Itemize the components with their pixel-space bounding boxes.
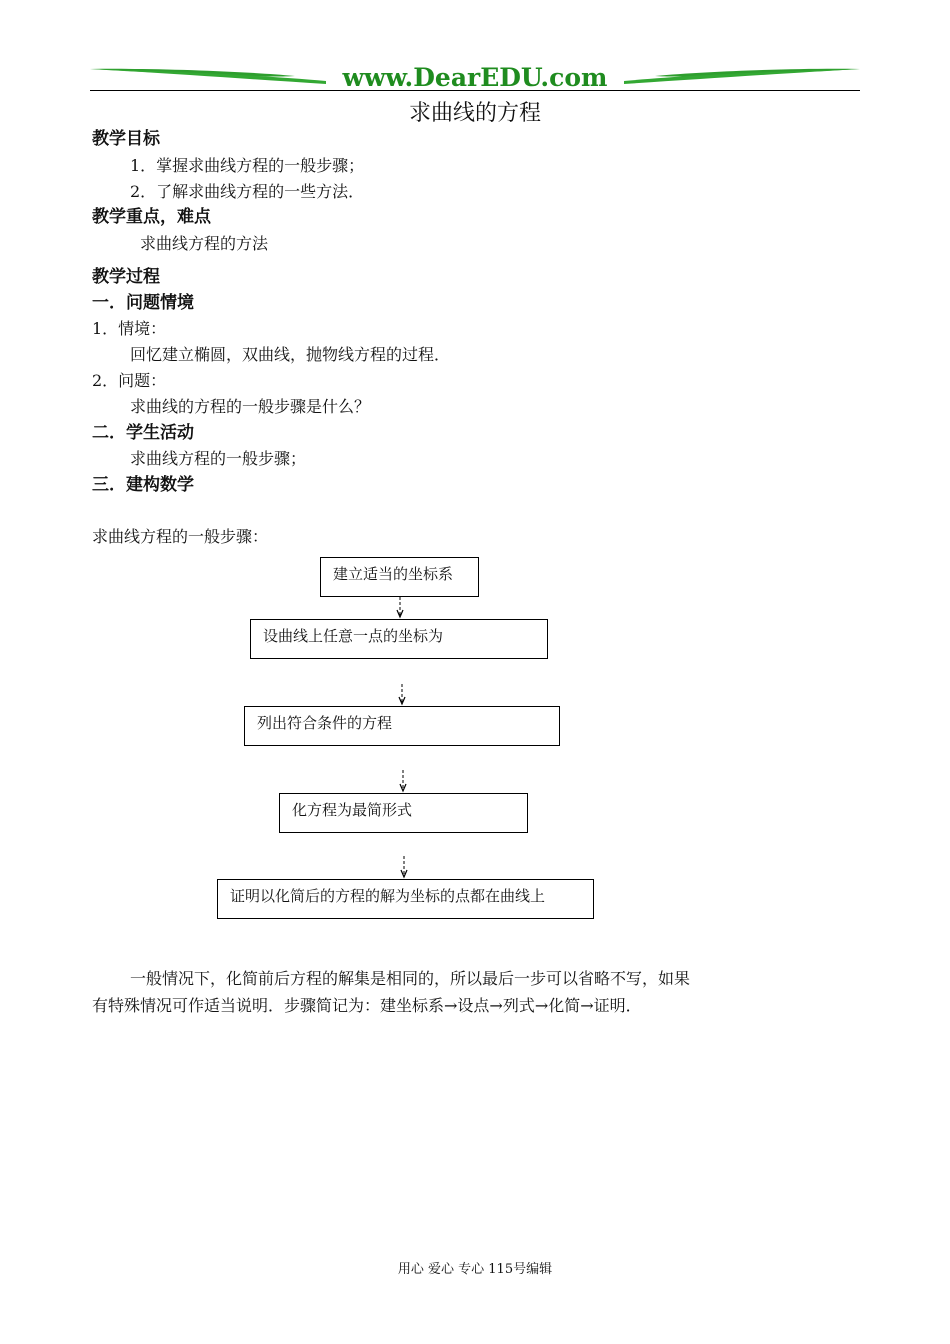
goal-item-2: 2．了解求曲线方程的一些方法． xyxy=(130,182,365,201)
flow-step-1: 建立适当的坐标系 xyxy=(320,557,479,597)
focus-text: 求曲线方程的方法 xyxy=(140,234,269,253)
goals-heading: 教学目标 xyxy=(92,129,160,149)
item-2-text: 求曲线的方程的一般步骤是什么？ xyxy=(130,397,371,416)
focus-heading: 教学重点，难点 xyxy=(92,207,211,227)
flow-step-5: 证明以化简后的方程的解为坐标的点都在曲线上 xyxy=(217,879,594,919)
flow-step-3: 列出符合条件的方程 xyxy=(244,706,560,746)
item-1-label: 1．情境： xyxy=(92,319,167,338)
summary-line-2: 有特殊情况可作适当说明．步骤简记为：建坐标系→设点→列式→化简→证明． xyxy=(92,996,642,1015)
flow-step-2: 设曲线上任意一点的坐标为 xyxy=(250,619,548,659)
document-title: 求曲线的方程 xyxy=(408,101,541,126)
site-logo-text: www.DearEDU.com xyxy=(342,63,608,92)
section-1-heading: 一．问题情境 xyxy=(92,293,194,313)
process-heading: 教学过程 xyxy=(92,267,160,287)
goal-item-1: 1．掌握求曲线方程的一般步骤； xyxy=(130,156,365,175)
item-2-label: 2．问题： xyxy=(92,371,167,390)
summary-line-1: 一般情况下，化简前后方程的解集是相同的，所以最后一步可以省略不写，如果 xyxy=(130,969,691,988)
steps-intro: 求曲线方程的一般步骤： xyxy=(92,527,269,546)
flow-step-4: 化方程为最简形式 xyxy=(279,793,528,833)
section-3-heading: 三．建构数学 xyxy=(92,475,194,495)
page-footer: 用心 爱心 专心 115号编辑 xyxy=(397,1262,553,1277)
section-2-text: 求曲线方程的一般步骤； xyxy=(130,449,307,468)
item-1-text: 回忆建立椭圆，双曲线，抛物线方程的过程． xyxy=(130,345,451,364)
section-2-heading: 二．学生活动 xyxy=(92,423,194,443)
